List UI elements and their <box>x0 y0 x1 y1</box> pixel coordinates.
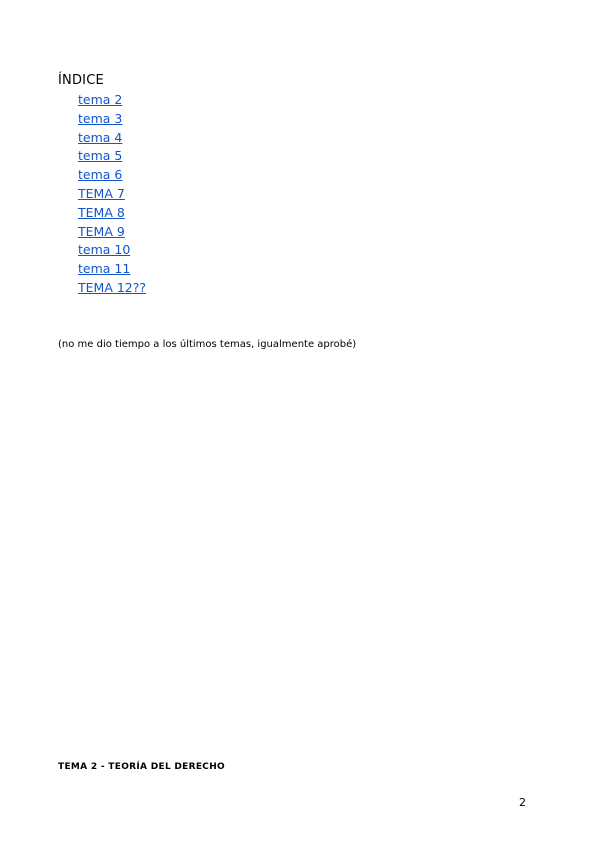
author-note: (no me dio tiempo a los últimos temas, igualmente aprobé) <box>58 339 357 350</box>
toc-link-tema-4[interactable]: tema 4 <box>78 129 123 145</box>
toc-item-tema-12 <box>78 280 146 299</box>
toc-link-tema-5[interactable]: tema 5 <box>78 148 123 164</box>
toc-link-tema-2[interactable]: tema 2 <box>78 92 123 107</box>
toc-link-tema-7[interactable]: TEMA 7 <box>78 185 125 201</box>
toc-item-tema-6 <box>78 167 146 186</box>
section-title: TEMA 2 - TEORÍA DEL DERECHO <box>58 762 225 772</box>
toc-link-tema-6[interactable]: tema 6 <box>78 167 123 183</box>
toc-link-tema-10[interactable]: tema 10 <box>78 242 131 258</box>
toc-link-tema-8[interactable]: TEMA 8 <box>78 204 125 220</box>
toc-item-tema-4 <box>78 130 146 149</box>
toc-link-tema-11[interactable]: tema 11 <box>78 261 131 277</box>
toc-link-tema-12[interactable]: TEMA 12?? <box>78 279 147 295</box>
toc-item-tema-7 <box>78 186 146 205</box>
toc-item-tema-3 <box>78 111 146 130</box>
toc-item-tema-2 <box>78 92 146 111</box>
toc-item-tema-8 <box>78 205 146 224</box>
toc-link-tema-3[interactable]: tema 3 <box>78 110 123 126</box>
toc-item-tema-10 <box>78 242 146 261</box>
page-number: 2 <box>519 796 526 809</box>
toc-link-tema-9[interactable]: TEMA 9 <box>78 223 125 239</box>
toc-item-tema-9 <box>78 224 146 243</box>
index-title: ÍNDICE <box>58 73 104 88</box>
toc-item-tema-5 <box>78 148 146 167</box>
table-of-contents <box>78 92 146 299</box>
toc-item-tema-11 <box>78 261 146 280</box>
